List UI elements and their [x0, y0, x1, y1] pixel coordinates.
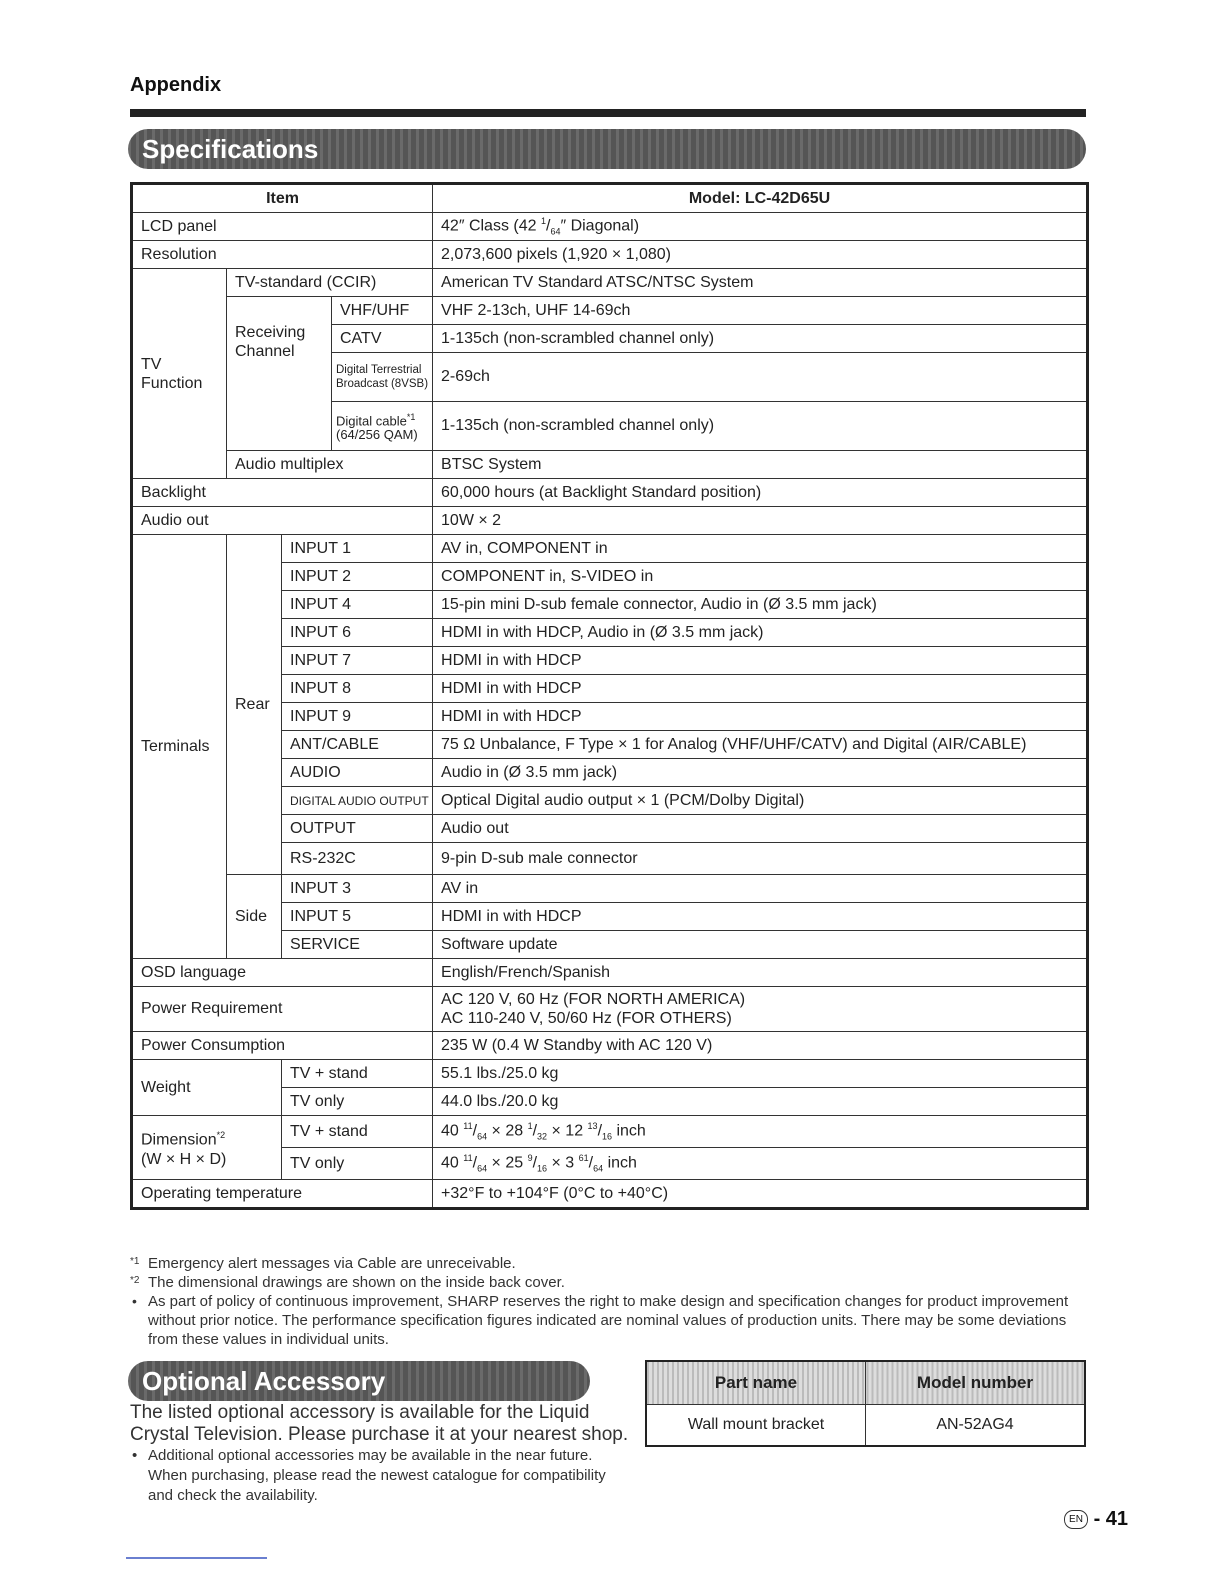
header-rule	[130, 109, 1086, 117]
power-requirement-value: AC 120 V, 60 Hz (FOR NORTH AMERICA) AC 110-240 V, 50/60 Hz (FOR OTHERS)	[433, 987, 1088, 1032]
terminal-value: HDMI in with HDCP	[433, 903, 1088, 931]
vhf-uhf-label: VHF/UHF	[332, 297, 433, 325]
weight-tv-stand-label: TV + stand	[282, 1060, 433, 1088]
specifications-table	[130, 182, 1089, 1210]
catv-value: 1-135ch (non-scrambled channel only)	[433, 325, 1088, 353]
terminal-value: Optical Digital audio output × 1 (PCM/Dolby Digital)	[433, 787, 1088, 815]
terminal-name: AUDIO	[282, 759, 433, 787]
terminal-name: OUTPUT	[282, 815, 433, 843]
optional-accessory-banner: Optional Accessory	[128, 1361, 590, 1401]
col-item-header: Item	[132, 184, 433, 213]
footnotes	[130, 1254, 1086, 1349]
terminals-label: Terminals	[132, 535, 227, 959]
digital-cable-value: 1-135ch (non-scrambled channel only)	[433, 402, 1088, 451]
table-row	[132, 451, 1088, 479]
terminal-value: HDMI in with HDCP	[433, 675, 1088, 703]
rear-label: Rear	[227, 535, 282, 875]
table-row	[132, 507, 1088, 535]
table-row	[132, 213, 1088, 241]
terminal-value: Audio out	[433, 815, 1088, 843]
operating-temperature-value: +32°F to +104°F (0°C to +40°C)	[433, 1180, 1088, 1209]
resolution-label: Resolution	[132, 241, 433, 269]
section-title: Appendix	[130, 74, 222, 96]
model-number: AN-52AG4	[866, 1405, 1086, 1447]
terminal-name: ANT/CABLE	[282, 731, 433, 759]
terminal-name: SERVICE	[282, 931, 433, 959]
dimension-tv-stand-value: 40 $^{11}/_{64} \times 28$ $^1/_{32} \times 12$ $^{13}/_{16}$ inch	[433, 1116, 1088, 1148]
terminal-name: INPUT 1	[282, 535, 433, 563]
tv-standard-label: TV-standard (CCIR)	[227, 269, 433, 297]
page-number: EN - 41	[1064, 1508, 1128, 1531]
audio-out-label: Audio out	[132, 507, 433, 535]
table-row	[646, 1405, 1085, 1447]
side-label: Side	[227, 875, 282, 959]
table-row	[132, 1032, 1088, 1060]
vhf-uhf-value: VHF 2-13ch, UHF 14-69ch	[433, 297, 1088, 325]
operating-temperature-label: Operating temperature	[132, 1180, 433, 1209]
backlight-label: Backlight	[132, 479, 433, 507]
table-row	[132, 959, 1088, 987]
terminal-name: INPUT 4	[282, 591, 433, 619]
digital-cable-label: Digital cable$^{*1}$ (64/256 QAM)	[332, 402, 433, 451]
accessory-intro: The listed optional accessory is available for the Liquid Crystal Television. Please purchase it at your nearest shop.	[130, 1402, 629, 1445]
terminal-value: Audio in (Ø 3.5 mm jack)	[433, 759, 1088, 787]
table-row	[132, 987, 1088, 1032]
weight-tv-only-value: 44.0 lbs./20.0 kg	[433, 1088, 1088, 1116]
terminal-name: INPUT 6	[282, 619, 433, 647]
table-row	[132, 479, 1088, 507]
audio-multiplex-value: BTSC System	[433, 451, 1088, 479]
footnote-1: *1 Emergency alert messages via Cable are unreceivable.	[130, 1255, 516, 1272]
accessory-note: • Additional optional accessories may be available in the near future. When purchasing, please read the newest catalogue for compatibility and check the availability.	[132, 1447, 606, 1504]
terminal-value: Software update	[433, 931, 1088, 959]
language-en-icon: EN	[1064, 1510, 1088, 1529]
osd-language-value: English/French/Spanish	[433, 959, 1088, 987]
terminal-value: AV in, COMPONENT in	[433, 535, 1088, 563]
table-row	[132, 1116, 1088, 1148]
terminal-value: COMPONENT in, S-VIDEO in	[433, 563, 1088, 591]
terminal-name: DIGITAL AUDIO OUTPUT	[282, 787, 433, 815]
backlight-value: 60,000 hours (at Backlight Standard position)	[433, 479, 1088, 507]
lcd-panel-value: 42″ Class (42 $^1/_{64}''$ Diagonal)	[433, 213, 1088, 241]
footer-line	[126, 1557, 267, 1559]
terminal-name: INPUT 9	[282, 703, 433, 731]
receiving-channel-label: Receiving Channel	[227, 297, 332, 451]
weight-tv-only-label: TV only	[282, 1088, 433, 1116]
resolution-value: 2,073,600 pixels (1,920 × 1,080)	[433, 241, 1088, 269]
terminal-value: 15-pin mini D-sub female connector, Audio in (Ø 3.5 mm jack)	[433, 591, 1088, 619]
terminal-name: INPUT 8	[282, 675, 433, 703]
weight-tv-stand-value: 55.1 lbs./25.0 kg	[433, 1060, 1088, 1088]
specifications-banner: Specifications	[128, 129, 1086, 169]
power-requirement-label: Power Requirement	[132, 987, 433, 1032]
tv-function-label: TV Function	[132, 269, 227, 479]
dimension-tv-only-value: 40 $^{11}/_{64} \times 25$ $^9/_{16} \times 3$ $^{61}/_{64}$ inch	[433, 1148, 1088, 1180]
digital-terrestrial-label: Digital Terrestrial Broadcast (8VSB)	[332, 353, 433, 402]
dimension-tv-stand-label: TV + stand	[282, 1116, 433, 1148]
terminal-value: HDMI in with HDCP	[433, 703, 1088, 731]
col-part-name: Part name	[646, 1361, 866, 1405]
table-row	[132, 241, 1088, 269]
part-name: Wall mount bracket	[646, 1405, 866, 1447]
terminal-name: INPUT 5	[282, 903, 433, 931]
power-consumption-label: Power Consumption	[132, 1032, 433, 1060]
terminal-value: 75 Ω Unbalance, F Type × 1 for Analog (VHF/UHF/CATV) and Digital (AIR/CABLE)	[433, 731, 1088, 759]
weight-label: Weight	[132, 1060, 282, 1116]
digital-terrestrial-value: 2-69ch	[433, 353, 1088, 402]
terminal-name: INPUT 7	[282, 647, 433, 675]
terminal-value: HDMI in with HDCP, Audio in (Ø 3.5 mm jack)	[433, 619, 1088, 647]
table-row	[132, 269, 1088, 297]
terminal-value: HDMI in with HDCP	[433, 647, 1088, 675]
col-model-number: Model number	[866, 1361, 1086, 1405]
dimension-tv-only-label: TV only	[282, 1148, 433, 1180]
audio-out-value: 10W × 2	[433, 507, 1088, 535]
terminal-value: AV in	[433, 875, 1088, 903]
dimension-label: Dimension$^{*2}$ (W × H × D)	[132, 1116, 282, 1180]
power-consumption-value: 235 W (0.4 W Standby with AC 120 V)	[433, 1032, 1088, 1060]
footnote-3: • As part of policy of continuous improvement, SHARP reserves the right to make design and specification changes for product improvement without prior notice. The performance specification figures indicated are nominal values of production units. There may be some deviations from these values in individual units.	[132, 1293, 1069, 1348]
table-header-row	[132, 184, 1088, 213]
audio-multiplex-label: Audio multiplex	[227, 451, 433, 479]
accessory-table	[645, 1360, 1086, 1447]
terminal-name: RS-232C	[282, 843, 433, 875]
osd-language-label: OSD language	[132, 959, 433, 987]
terminal-value: 9-pin D-sub male connector	[433, 843, 1088, 875]
lcd-panel-label: LCD panel	[132, 213, 433, 241]
footnote-2: *2 The dimensional drawings are shown on the inside back cover.	[130, 1274, 565, 1291]
accessory-header-row	[646, 1361, 1085, 1405]
catv-label: CATV	[332, 325, 433, 353]
terminal-name: INPUT 2	[282, 563, 433, 591]
col-model-header: Model: LC-42D65U	[433, 184, 1088, 213]
terminal-name: INPUT 3	[282, 875, 433, 903]
table-row	[132, 297, 1088, 325]
tv-standard-value: American TV Standard ATSC/NTSC System	[433, 269, 1088, 297]
table-row	[132, 535, 1088, 563]
table-row	[132, 1180, 1088, 1209]
table-row	[132, 1060, 1088, 1088]
table-row	[132, 875, 1088, 903]
